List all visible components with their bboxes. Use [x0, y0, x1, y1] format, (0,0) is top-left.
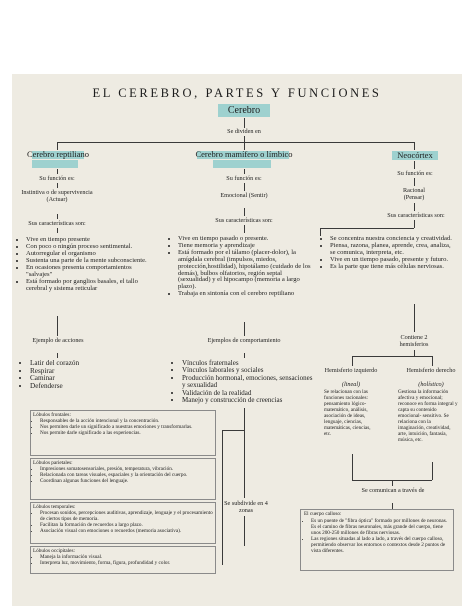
neocortex-characteristics: [322, 236, 454, 271]
reptilian-function: Instintiva o de supervivencia (Actuar): [21, 189, 93, 204]
reptilian-examples-label: Ejemplo de acciones: [32, 337, 84, 344]
connector: [57, 316, 58, 336]
parietal-lobe-title: Lóbulos parietales:: [33, 460, 73, 466]
connector: [57, 142, 414, 143]
list-item: • Vive en tiempo pasado o presente.: [178, 236, 312, 243]
frontal-lobe-list: [33, 418, 213, 436]
list-item: • Respirar: [30, 368, 132, 376]
limbic-function: Emocional (Sentir): [220, 192, 268, 199]
list-item: • Trabaja en sintonía con el cerebro reptiliano: [178, 291, 312, 298]
list-item: • Relacionada con tareas visuales, espaciales y la orientación del cuerpo.: [40, 472, 213, 478]
occipital-lobe-list: [33, 554, 213, 566]
left-hemisphere-tag: (lineal): [341, 381, 361, 388]
connector: [244, 118, 245, 128]
list-item: • Vínculos fraternales: [182, 360, 314, 367]
reptilian-char-label: Sus características son:: [28, 220, 86, 227]
list-item: • Nos permite darle significado a las experiencias.: [40, 430, 213, 436]
connector: [352, 454, 353, 480]
list-item: • Se concentra nuestra conciencia y creatividad.: [330, 236, 454, 243]
list-item: • Impresiones somatosensoriales, presión, temperatura, vibración.: [40, 466, 213, 472]
connector: [57, 228, 58, 233]
occipital-lobe-title: Lóbulos occipitales:: [33, 548, 75, 554]
list-item: • Vínculos laborales y sociales: [182, 367, 314, 374]
hemispheres-label: Contiene 2 hemisferios: [399, 334, 429, 349]
reptilian-characteristics: [18, 236, 153, 292]
list-item: • Vive en un tiempo pasado, presente y futuro.: [330, 257, 454, 264]
communication-label: Se comunican a través de: [361, 487, 425, 494]
parietal-lobe-list: [33, 466, 213, 484]
connector: [414, 161, 415, 169]
connector: [414, 220, 415, 228]
neocortex-function-label: Su función es:: [397, 170, 433, 177]
list-item: • Interpreta luz, movimiento, forma, figura, profundidad y color.: [40, 560, 213, 566]
limbic-brain-node: Cerebro mamífero o límbico: [195, 149, 293, 159]
connector: [352, 356, 353, 366]
connector: [244, 408, 245, 498]
connector: [414, 178, 415, 186]
temporal-lobe-list: [33, 510, 213, 534]
list-item: • Está formado por ganglios basales, el tallo cerebral y sistema reticular: [26, 278, 153, 292]
reptilian-function-label: Su función es:: [39, 175, 75, 182]
connector: [244, 225, 245, 233]
reptilian-brain-node: Cerebro reptiliano: [26, 149, 90, 159]
neocortex-node: Neocórtex: [397, 150, 433, 160]
connector: [432, 462, 433, 480]
limbic-char-label: Sus características son:: [215, 217, 273, 224]
list-item: • Con poco o ningún proceso sentimental.: [26, 243, 153, 250]
list-item: • Maneja la información visual.: [40, 554, 213, 560]
list-item: • Piensa, razona, planea, aprende, crea, analiza, se comunica, interpreta, etc.: [330, 243, 454, 257]
connector: [57, 214, 58, 219]
connector: [57, 353, 58, 358]
temporal-lobe-title: Lóbulos temporales:: [33, 504, 76, 510]
connector: [222, 430, 244, 431]
connector: [244, 353, 245, 358]
corpus-callosum-title: El cuerpo calloso:: [304, 511, 342, 517]
list-item: • Validación de la realidad: [182, 390, 314, 397]
right-hemisphere-title: Hemisferio derecho: [406, 367, 456, 374]
limbic-examples-label: Ejemplos de comportamiento: [207, 337, 281, 344]
limbic-function-label: Su función es:: [226, 175, 262, 182]
limbic-examples: [174, 360, 314, 404]
connector: [414, 304, 415, 332]
list-item: • En ocasiones presenta comportamientos "salvajes": [26, 264, 153, 278]
divide-label: Se dividen en: [227, 128, 261, 135]
list-item: • Nos permiten darle un significado a nuestras emociones y transformarlas.: [40, 424, 213, 430]
lobes-label: Se subdivide en 4 zonas: [224, 500, 268, 515]
list-item: • Procesan sonidos, percepciones auditivas, aprendizaje, lenguaje y el procesamiento de ciertos tipos de memoria.: [40, 510, 213, 522]
right-hemisphere-text: Gestiona la información afectiva y emocional; reconoce en forma integral y capta su contenido emocional- sensitivo. Se relaciona con la imaginación, creatividad, arte, intuición, fantasía, música, etc.: [398, 389, 458, 443]
left-hemisphere-title: Hemisferio izquierdo: [324, 367, 378, 374]
root-node: Cerebro: [227, 105, 261, 116]
connector: [57, 169, 58, 174]
left-hemisphere-text: Se relacionan con las funciones racionales: pensamiento lógico-matemático, análisis, asociación de ideas, lenguaje, ciencias, matemáticas, ciencias, etc.: [324, 389, 371, 437]
connector: [244, 208, 245, 216]
list-item: • Producción hormonal, emociones, sensaciones y sexualidad: [182, 375, 314, 390]
list-item: • Latir del corazón: [30, 360, 132, 368]
left-highlight: [32, 160, 78, 168]
connector: [414, 142, 415, 150]
list-item: • Las regiones situadas al lado a lado, a través del cuerpo calloso, permitiendo observar los entornos o contextos desde 2 puntos de vista diferentes.: [311, 536, 450, 554]
connector: [57, 183, 58, 188]
list-item: • Defenderse: [30, 383, 132, 391]
connector: [222, 430, 223, 565]
neocortex-function: Racional (Pensar): [403, 187, 425, 202]
connector: [244, 169, 245, 174]
list-item: • Caminar: [30, 375, 132, 383]
page-title: EL CEREBRO, PARTES Y FUNCIONES: [92, 86, 382, 100]
reptilian-examples: [22, 360, 132, 390]
limbic-characteristics: [170, 236, 312, 298]
connector: [244, 516, 245, 546]
mid-highlight: [213, 160, 271, 168]
connector: [244, 183, 245, 191]
list-item: • Sustenta una parte de la mente subconsciente.: [26, 257, 153, 264]
neocortex-char-label: Sus características son:: [387, 212, 445, 219]
list-item: • Vive en tiempo presente: [26, 236, 153, 243]
list-item: • Es la parte que tiene más células nerviosas.: [330, 264, 454, 271]
frontal-lobe-title: Lóbulos frontales:: [33, 412, 71, 418]
list-item: • Facilitan la formación de recuerdos a largo plazo.: [40, 522, 213, 528]
connector: [392, 480, 393, 486]
connector: [320, 228, 414, 229]
connector: [414, 203, 415, 211]
list-item: • Responsables de la acción intencional y la concentración.: [40, 418, 213, 424]
connector: [432, 356, 433, 366]
corpus-callosum-list: [304, 518, 450, 554]
list-item: • Manejo y construcción de creencias: [182, 397, 314, 404]
list-item: • Está formado por el tálamo (placer-dolor), la amígdala cerebral (impulsos, miedos, protección,hostilidad), hipotálamo (cuidado de los demás), bulbos olfatorios, región septal (sexualidad) y el hipocampo (memoria a largo plazo).: [178, 250, 312, 291]
list-item: • Tiene memoria y aprendizaje: [178, 243, 312, 250]
list-item: • Coordinan algunas funciones del lenguaje.: [40, 478, 213, 484]
connector: [244, 322, 245, 336]
list-item: • Autorregular el organismo: [26, 250, 153, 257]
right-hemisphere-tag: (holístico): [418, 381, 444, 388]
list-item: • Es un puente de "fibra óptica" formado por millones de neuronas. Es el camino de fibras neuronales, más grande del cuerpo, tiene unos 200-250 millones de fibras nerviosas.: [311, 518, 450, 536]
list-item: • Asociación visual con emociones o recuerdos (memoria asociativa).: [40, 528, 213, 534]
connector: [352, 356, 432, 357]
